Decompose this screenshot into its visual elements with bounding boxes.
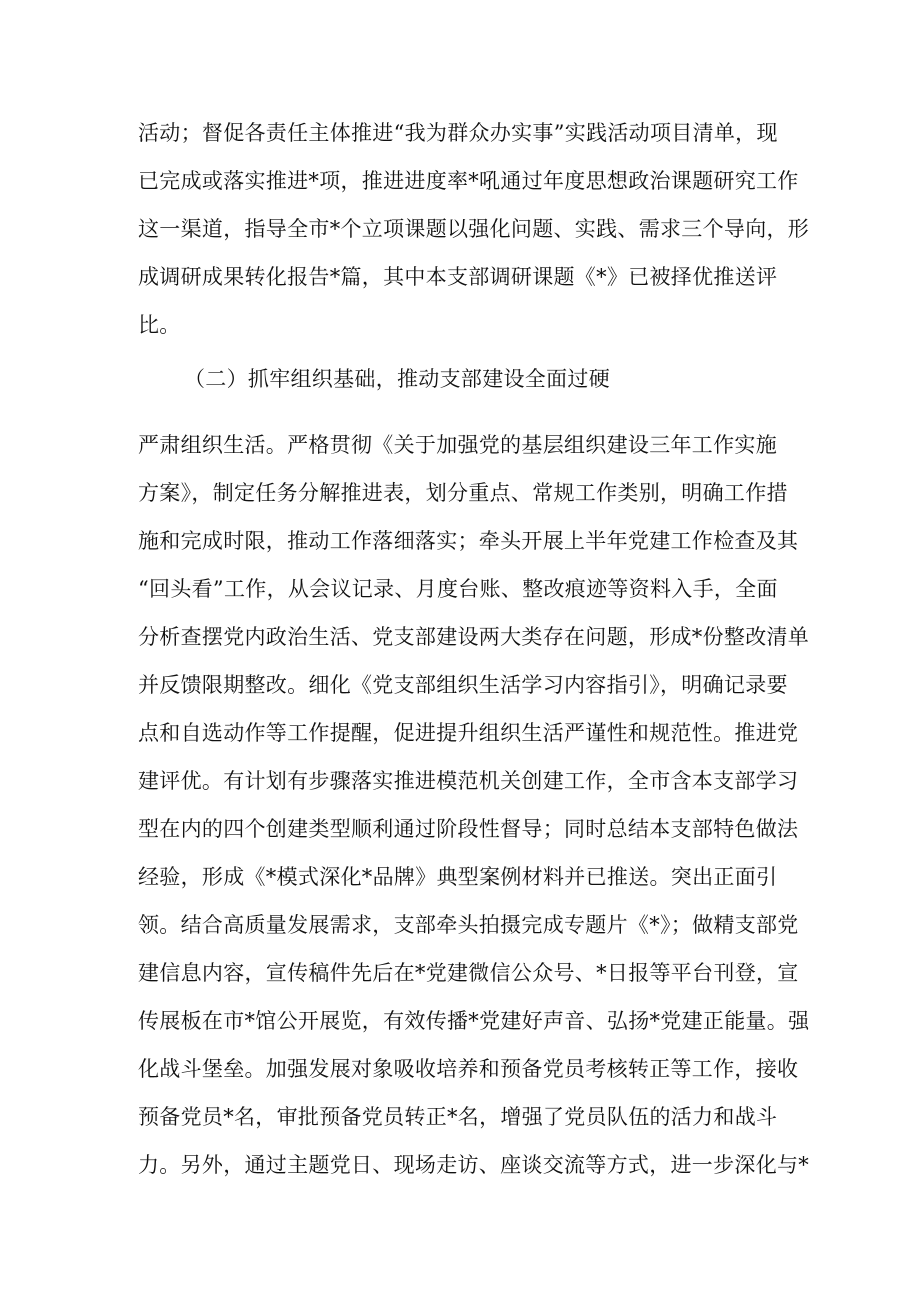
- paragraph-2-line: 建信息内容，宣传稿件先后在*党建微信公众号、*日报等平台刊登，宣: [138, 961, 799, 985]
- paragraph-1-line: 比。: [138, 313, 181, 337]
- paragraph-2-line: 传展板在市*馆公开展览，有效传播*党建好声音、弘扬*党建正能量。强: [138, 1009, 810, 1033]
- paragraph-2-line: 经验，形成《*模式深化*品牌》典型案例材料并已推送。突出正面引: [138, 865, 778, 889]
- paragraph-1-line: 已完成或落实推进*项，推进进度率*吼通过年度思想政治课题研究工作: [138, 169, 799, 193]
- paragraph-1-line: 成调研成果转化报告*篇，其中本支部调研课题《*》已被择优推送评: [138, 265, 778, 289]
- paragraph-2-line: 建评优。有计划有步骤落实推进模范机关创建工作，全市含本支部学习: [138, 769, 799, 793]
- paragraph-2-line: 方案》，制定任务分解推进表，划分重点、常规工作类别，明确工作措: [138, 481, 788, 505]
- paragraph-2-line: 严肃组织生活。严格贯彻《关于加强党的基层组织建设三年工作实施: [138, 433, 777, 457]
- paragraph-2-line: 力。另外，通过主题党日、现场走访、座谈交流等方式，进一步深化与*: [138, 1153, 810, 1177]
- paragraph-2-line: 化战斗堡垒。加强发展对象吸收培养和预备党员考核转正等工作，接收: [138, 1057, 799, 1081]
- paragraph-2-line: 施和完成时限，推动工作落细落实；牵头开展上半年党建工作检查及其: [138, 529, 799, 553]
- paragraph-2-line: “回头看”工作，从会议记录、月度台账、整改痕迹等资料入手，全面: [138, 577, 778, 601]
- paragraph-2-line: 分析查摆党内政治生活、党支部建设两大类存在问题，形成*份整改清单: [138, 625, 810, 649]
- paragraph-2-line: 并反馈限期整改。细化《党支部组织生活学习内容指引》，明确记录要: [138, 673, 788, 697]
- section-heading: （二）抓牢组织基础，推动支部建设全面过硬: [184, 367, 610, 391]
- paragraph-1-line: 活动；督促各责任主体推进“我为群众办实事”实践活动项目清单，现: [138, 121, 778, 145]
- paragraph-2-line: 预备党员*名，审批预备党员转正*名，增强了党员队伍的活力和战斗: [138, 1105, 778, 1129]
- paragraph-2-line: 点和自选动作等工作提醒，促进提升组织生活严谨性和规范性。推进党: [138, 721, 799, 745]
- paragraph-1-line: 这一渠道，指导全市*个立项课题以强化问题、实践、需求三个导向，形: [138, 217, 810, 241]
- paragraph-2-line: 领。结合高质量发展需求，支部牵头拍摄完成专题片《*》；做精支部党: [138, 913, 799, 937]
- paragraph-2-line: 型在内的四个创建类型顺利通过阶段性督导；同时总结本支部特色做法: [138, 817, 799, 841]
